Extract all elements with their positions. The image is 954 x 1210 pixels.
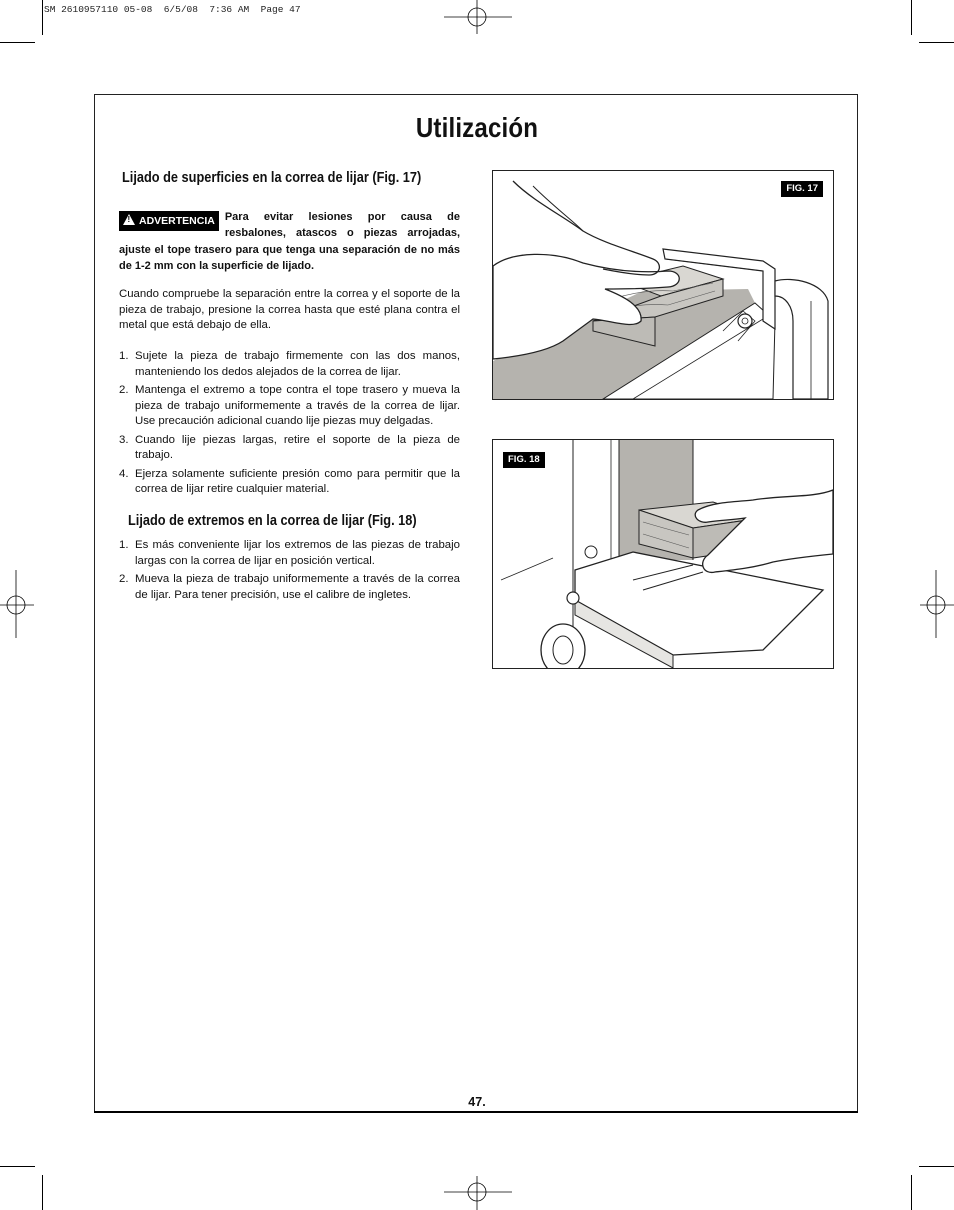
warning-badge [119, 211, 219, 231]
print-slug: SM 2610957110 05-08 6/5/08 7:36 AM Page 47 [44, 4, 301, 15]
bottom-rule [94, 1111, 858, 1113]
warning-text: Para evitar lesiones por causa de resbalones, atascos o piezas arrojadas, ajuste el tope trasero para que tenga una separación de no más de 1-2 mm con la superficie de lijado. [119, 211, 460, 272]
list-item: 4. Ejerza solamente suficiente presión como para permitir que la correa de lijar retire cualquier material. [119, 467, 460, 495]
warning-triangle-icon: ! [123, 214, 135, 225]
figure-17 [492, 170, 834, 400]
fig17-label: FIG. 17 [781, 181, 823, 197]
registration-mark-right [918, 570, 954, 640]
list-item: 1. Sujete la pieza de trabajo firmemente con las dos manos, manteniendo los dedos alejados de la correa de lijar. [119, 350, 460, 378]
end-sanding-steps [119, 538, 460, 606]
fig18-label: FIG. 18 [503, 452, 545, 468]
registration-mark-top [444, 0, 514, 36]
section-heading-end-sanding: Lijado de extremos en la correa de lijar (Fig. 18) [128, 513, 417, 529]
warning-block [119, 209, 460, 274]
registration-mark-bottom [444, 1174, 514, 1210]
fig18-illustration [493, 440, 833, 668]
fig17-illustration [493, 171, 833, 399]
list-item: 3. Cuando lije piezas largas, retire el soporte de la pieza de trabajo. [119, 433, 460, 461]
list-item: 2. Mantenga el extremo a tope contra el tope trasero y mueva la pieza de trabajo uniformemente a través de la correa de lijar. Use precaución adicional cuando lije piezas muy delgadas. [119, 384, 460, 427]
page-title: Utilización [415, 112, 539, 143]
list-item: 1. Es más conveniente lijar los extremos de las piezas de trabajo largas con la correa de lijar en posición vertical. [119, 539, 460, 567]
warning-badge-label: ADVERTENCIA [139, 215, 215, 227]
gap-check-paragraph: Cuando compruebe la separación entre la correa y el soporte de la pieza de trabajo, presione la correa hasta que esté plana contra el metal que está debajo de ella. [119, 288, 460, 331]
registration-mark-left [0, 570, 36, 640]
figure-18 [492, 439, 834, 669]
page-number: 47. [468, 1095, 486, 1109]
surface-sanding-steps [119, 349, 460, 501]
section-heading-surface-sanding: Lijado de superficies en la correa de lijar (Fig. 17) [122, 170, 422, 186]
list-item: 2. Mueva la pieza de trabajo uniformemente a través de la correa de lijar. Para tener precisión, use el calibre de ingletes. [119, 573, 460, 601]
